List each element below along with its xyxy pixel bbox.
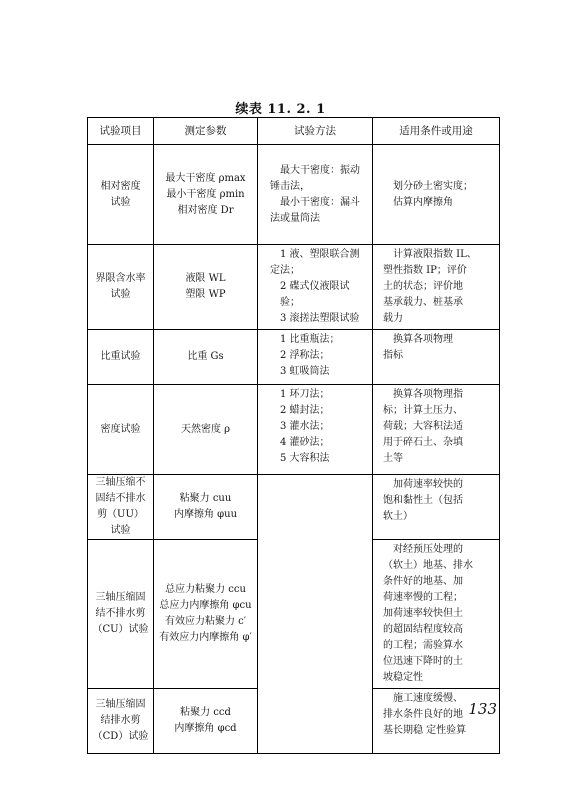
text-line: 标；计算土压力、 bbox=[383, 405, 463, 416]
text-line: 2 浮称法； bbox=[280, 350, 330, 361]
header-test-item: 试验项目 bbox=[88, 118, 154, 145]
text-line: 有效应力粘聚力 c′ bbox=[164, 616, 247, 627]
test-name-cell bbox=[88, 540, 154, 689]
text-line: 排水条件良好的地 bbox=[383, 709, 463, 720]
text-line: 相对密度 bbox=[100, 180, 141, 192]
table-row bbox=[88, 330, 500, 385]
text-line: 3 滚搓法塑限试验 bbox=[280, 313, 360, 324]
parameters-cell bbox=[154, 245, 258, 330]
text-line: 土的状态；评价地 bbox=[383, 281, 463, 292]
text-line: 1 液、塑限联合测 bbox=[280, 249, 360, 260]
text-line: 粘聚力 cuu bbox=[179, 493, 232, 504]
parameters-cell bbox=[154, 689, 258, 754]
table-row bbox=[88, 475, 500, 540]
text-line: 2 碟式仪液限试验； bbox=[280, 281, 350, 308]
conditions-cell bbox=[373, 385, 500, 475]
text-line: 荷载；大容积法适 bbox=[383, 421, 463, 432]
table-row bbox=[88, 245, 500, 330]
text-line: 基承载力、桩基承 bbox=[383, 297, 463, 308]
text-line: 最大干密度：振动 bbox=[280, 164, 360, 176]
text-line: 1 环刀法； bbox=[280, 389, 330, 400]
text-line: 密度试验 bbox=[100, 423, 141, 435]
text-line: 最小干密度 ρmin bbox=[166, 188, 245, 200]
text-line: 定法； bbox=[270, 265, 300, 276]
method-cell bbox=[258, 145, 373, 245]
header-method: 试验方法 bbox=[258, 118, 373, 145]
text-line: 施工速度缓慢、 bbox=[393, 693, 463, 704]
text-line: 4 灌砂法； bbox=[280, 437, 330, 448]
text-line: （软土）地基、排水 bbox=[383, 560, 473, 571]
text-line: 加荷速率较快但土 bbox=[383, 608, 463, 619]
text-line: 的工程；需验算水 bbox=[383, 640, 463, 651]
parameters-cell bbox=[154, 330, 258, 385]
text-line: 坡稳定性 bbox=[383, 672, 423, 683]
table-title: 续表 11. 2. 1 bbox=[235, 102, 326, 117]
parameters-cell bbox=[154, 385, 258, 475]
test-name-cell bbox=[88, 385, 154, 475]
text-line: 比重 Gs bbox=[187, 351, 224, 362]
text-line: 最小干密度：漏斗 bbox=[280, 196, 360, 208]
parameters-cell bbox=[154, 145, 258, 245]
text-line: 相对密度 Dr bbox=[177, 204, 234, 216]
method-cell bbox=[258, 245, 373, 330]
text-line: 软土） bbox=[383, 511, 413, 522]
text-line: 锤击法， bbox=[270, 180, 310, 192]
text-line: 2 蜡封法； bbox=[280, 405, 330, 416]
text-line: 内摩擦角 φuu bbox=[173, 509, 238, 520]
text-line: 塑性指数 IP；评价 bbox=[383, 265, 467, 276]
parameters-cell bbox=[154, 475, 258, 540]
parameters-cell bbox=[154, 540, 258, 689]
text-line: 荷速率慢的工程； bbox=[383, 592, 463, 603]
table-row bbox=[88, 145, 500, 245]
text-line: 液限 WL bbox=[185, 273, 226, 284]
conditions-cell bbox=[373, 475, 500, 540]
text-line: 总应力粘聚力 ccu bbox=[165, 584, 246, 595]
text-line: 结排水剪 bbox=[100, 715, 141, 726]
text-line: 载力 bbox=[383, 313, 403, 324]
text-line: （CU）试验 bbox=[92, 624, 149, 635]
text-line: （CD）试验 bbox=[92, 731, 149, 742]
text-line: 1 比重瓶法； bbox=[280, 334, 340, 345]
text-line: 界限含水率 bbox=[95, 273, 146, 284]
conditions-cell bbox=[373, 540, 500, 689]
text-line: 划分砂土密实度； bbox=[393, 180, 473, 192]
method-cell-merged bbox=[258, 475, 373, 754]
test-name-cell bbox=[88, 689, 154, 754]
text-line: 估算内摩擦角 bbox=[393, 196, 453, 208]
text-line: 的超固结程度较高 bbox=[383, 624, 463, 635]
text-line: 基长期稳 定性验算 bbox=[383, 725, 467, 736]
text-line: 剪（UU） bbox=[97, 509, 144, 520]
text-line: 位迅速下降时的土 bbox=[383, 656, 463, 667]
test-name-cell bbox=[88, 145, 154, 245]
text-line: 试验 bbox=[110, 525, 131, 536]
conditions-cell bbox=[373, 330, 500, 385]
text-line: 粘聚力 ccd bbox=[180, 707, 231, 718]
conditions-cell bbox=[373, 689, 500, 754]
text-line: 比重试验 bbox=[100, 351, 141, 362]
text-line: 条件好的地基、加 bbox=[383, 576, 463, 587]
text-line: 内摩擦角 φcd bbox=[174, 723, 237, 734]
header-row bbox=[88, 118, 500, 145]
text-line: 计算液限指数 IL、 bbox=[393, 249, 477, 260]
text-line: 3 虹吸筒法 bbox=[280, 366, 330, 377]
method-cell bbox=[258, 385, 373, 475]
text-line: 土等 bbox=[383, 453, 403, 464]
text-line: 加荷速率较快的 bbox=[393, 479, 463, 490]
table-row bbox=[88, 385, 500, 475]
conditions-cell bbox=[373, 145, 500, 245]
text-line: 三轴压缩固 bbox=[95, 592, 146, 603]
text-line: 3 灌水法； bbox=[280, 421, 330, 432]
test-name-cell bbox=[88, 475, 154, 540]
text-line: 指标 bbox=[383, 350, 403, 361]
text-line: 三轴压缩固 bbox=[95, 699, 146, 710]
text-line: 最大干密度 ρmax bbox=[165, 172, 246, 184]
text-line: 换算各项物理 bbox=[393, 334, 453, 345]
text-line: 有效应力内摩擦角 φ′ bbox=[159, 632, 252, 643]
text-line: 换算各项物理指 bbox=[393, 389, 463, 400]
text-line: 试验 bbox=[110, 196, 131, 208]
text-line: 饱和黏性土（包括 bbox=[383, 495, 463, 506]
header-parameters: 测定参数 bbox=[154, 118, 258, 145]
test-name-cell bbox=[88, 330, 154, 385]
header-conditions: 适用条件或用途 bbox=[373, 118, 500, 145]
conditions-cell bbox=[373, 245, 500, 330]
text-line: 试验 bbox=[110, 289, 131, 300]
page-number: 133 bbox=[468, 700, 497, 718]
method-cell bbox=[258, 330, 373, 385]
text-line: 固结不排水 bbox=[95, 493, 146, 504]
test-name-cell bbox=[88, 245, 154, 330]
text-line: 总应力内摩擦角 φcu bbox=[159, 600, 252, 611]
text-line: 塑限 WP bbox=[185, 289, 226, 300]
text-line: 用于碎石土、杂填 bbox=[383, 437, 463, 448]
text-line: 5 大容积法 bbox=[280, 453, 330, 464]
test-table bbox=[87, 117, 500, 754]
text-line: 天然密度 ρ bbox=[180, 423, 231, 435]
text-line: 结不排水剪 bbox=[95, 608, 146, 619]
text-line: 法或量筒法 bbox=[270, 212, 320, 224]
text-line: 三轴压缩不 bbox=[95, 477, 146, 488]
text-line: 对经预压处理的 bbox=[393, 544, 463, 555]
